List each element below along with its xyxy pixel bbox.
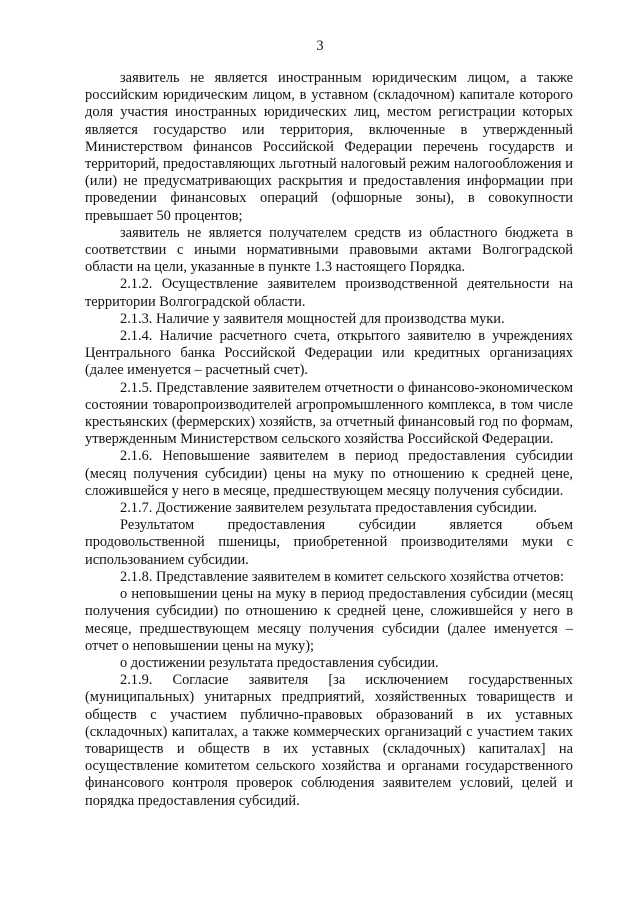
paragraph-2-1-9: 2.1.9. Согласие заявителя [за исключением государственных (муниципальных) унитарных предприятий, хозяйственных товариществ и обществ с участием публично-правовых образований в их уставных (складочных) капиталах, а также коммерческих организаций с участием таких товариществ и обществ в их уставных (складочных) капиталах] на осуществление комитетом сельского хозяйства и органами государственного финансового контроля проверок соблюдения заявителем условий, целей и порядка предоставления субсидий.: [85, 672, 573, 809]
paragraph-2-1-2: 2.1.2. Осуществление заявителем производственной деятельности на территории Волгоградской области.: [85, 276, 573, 310]
page-number: 3: [316, 38, 324, 54]
paragraph-2-1-6: 2.1.6. Неповышение заявителем в период предоставления субсидии (месяц получения субсидии) цены на муку по отношению к средней цене, сложившейся у него в месяце, предшествующем месяцу получения субсидии.: [85, 448, 573, 499]
document-body: [85, 70, 573, 810]
paragraph-2-1-5: 2.1.5. Представление заявителем отчетности о финансово-экономическом состоянии товаропроизводителей агропромышленного комплекса, в том числе крестьянских (фермерских) хозяйств, за отчетный финансовый год по формам, утвержденным Министерством сельского хозяйства Российской Федерации.: [85, 379, 573, 448]
paragraph-result-report: о достижении результата предоставления субсидии.: [120, 654, 439, 671]
paragraph-price-report: о неповышении цены на муку в период предоставления субсидии (месяц получения субсидии) по отношению к средней цене, сложившейся у него в месяце, предшествующем месяцу получения субсидии (далее именуется – отчет о неповышении цены на муку);: [85, 586, 573, 654]
paragraph-2-1-4: 2.1.4. Наличие расчетного счета, открытого заявителю в учреждениях Центрального банка Российской Федерации или кредитных организациях (далее именуется – расчетный счет).: [85, 328, 573, 379]
paragraph-not-budget-recipient: заявитель не является получателем средств из областного бюджета в соответствии с иными нормативными правовыми актами Волгоградской области на цели, указанные в пункте 1.3 настоящего Порядка.: [85, 224, 573, 276]
paragraph-2-1-3: 2.1.3. Наличие у заявителя мощностей для производства муки.: [120, 310, 505, 327]
paragraph-subsidy-result: Результатом предоставления субсидии является объем продовольственной пшеницы, приобретенной производителями муки с использованием субсидии.: [85, 517, 573, 568]
paragraph-foreign-entity: заявитель не является иностранным юридическим лицом, а также российским юридическим лицом, в уставном (складочном) капитале которого доля участия иностранных юридических лиц, местом регистрации которых является государство или территория, включенные в утвержденный Министерством финансов Российской Федерации перечень государств и территорий, предоставляющих льготный налоговый режим налогообложения и (или) не предусматривающих раскрытия и предоставления информации при проведении финансовых операций (офшорные зоны), в совокупности превышает 50 процентов;: [85, 70, 573, 224]
paragraph-2-1-7: 2.1.7. Достижение заявителем результата предоставления субсидии.: [120, 500, 538, 517]
paragraph-2-1-8: 2.1.8. Представление заявителем в комитет сельского хозяйства отчетов:: [120, 568, 564, 585]
